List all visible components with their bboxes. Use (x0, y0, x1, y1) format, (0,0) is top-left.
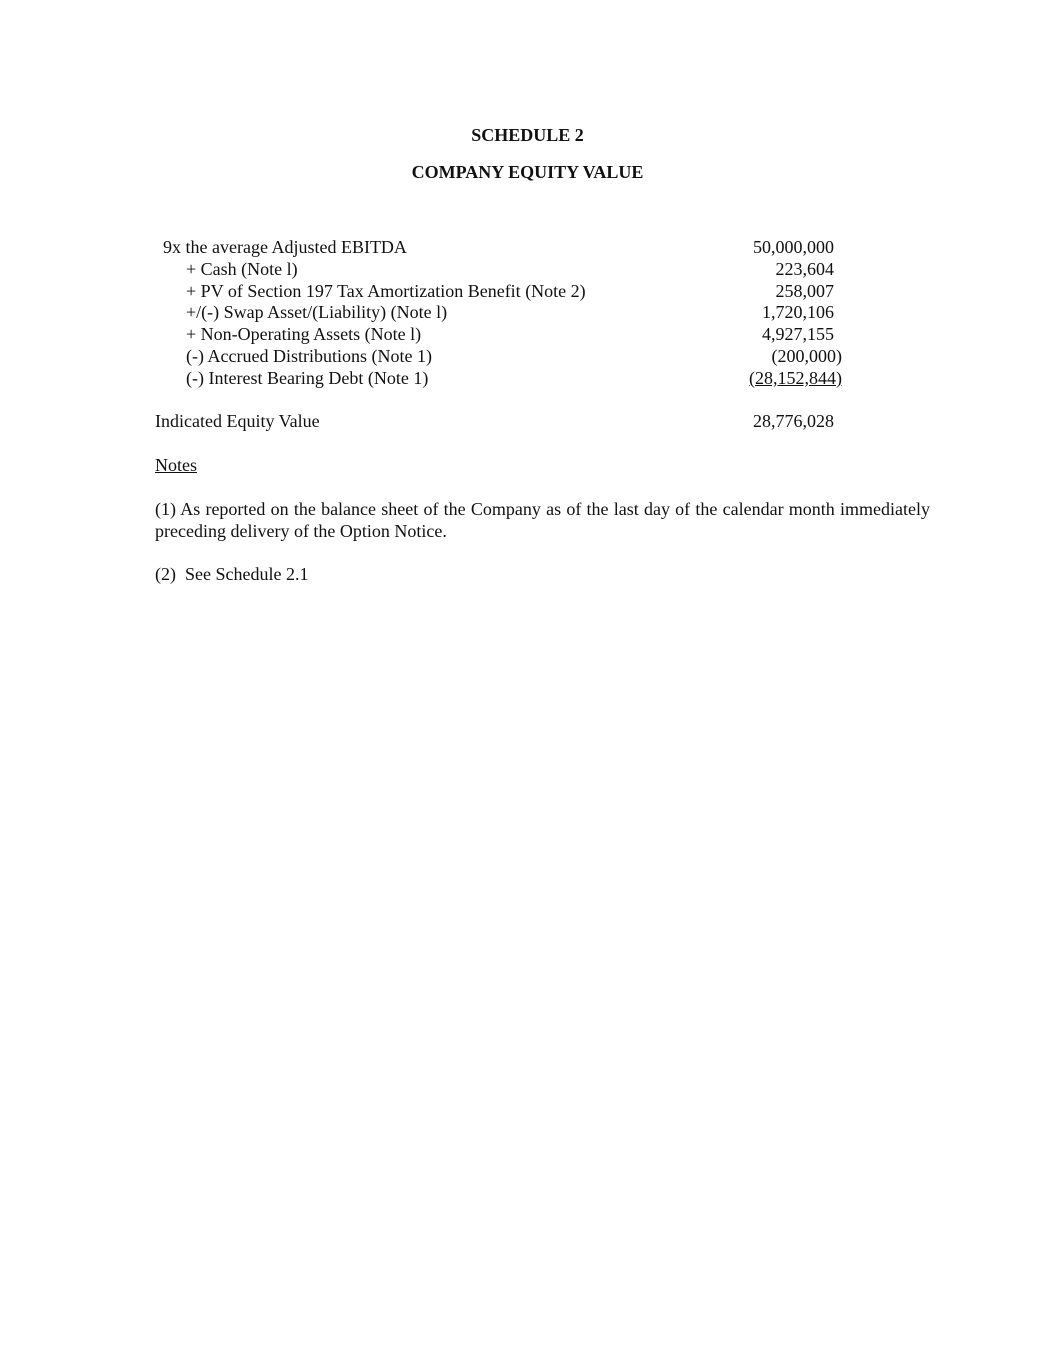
table-row (0, 323, 1055, 345)
notes-heading: Notes (155, 455, 197, 475)
table-row (0, 258, 1055, 280)
total-value: 28,776,028 (753, 411, 834, 431)
table-row (0, 301, 1055, 323)
row-value: 258,007 (775, 280, 834, 301)
row-label: (-) Interest Bearing Debt (Note 1) (186, 367, 429, 388)
table-row (0, 280, 1055, 302)
total-row (0, 410, 1055, 432)
row-value: 4,927,155 (762, 324, 834, 345)
row-label: + Cash (Note l) (186, 258, 298, 279)
note-item: (2) See Schedule 2.1 (155, 564, 309, 584)
row-label: 9x the average Adjusted EBITDA (163, 237, 407, 257)
row-label: (-) Accrued Distributions (Note 1) (186, 345, 432, 366)
row-value: (200,000) (771, 345, 842, 366)
row-label: +/(-) Swap Asset/(Liability) (Note l) (186, 302, 448, 323)
schedule-title: SCHEDULE 2 (471, 125, 584, 145)
table-row (0, 367, 1055, 389)
row-label: + PV of Section 197 Tax Amortization Benefit (Note 2) (186, 280, 586, 301)
row-value: 50,000,000 (753, 237, 834, 257)
row-value: (28,152,844) (749, 367, 842, 388)
row-label: + Non-Operating Assets (Note l) (186, 324, 422, 345)
total-label: Indicated Equity Value (155, 411, 320, 431)
equity-value-table (0, 236, 1055, 389)
schedule-subtitle: COMPANY EQUITY VALUE (411, 162, 644, 182)
row-value: 223,604 (775, 258, 834, 279)
row-value: 1,720,106 (762, 302, 834, 323)
note-item: (1) As reported on the balance sheet of the Company as of the last day of the calendar month immediately preceding delivery of the Option Notice. (155, 499, 930, 541)
table-row (0, 236, 1055, 258)
table-row (0, 345, 1055, 367)
